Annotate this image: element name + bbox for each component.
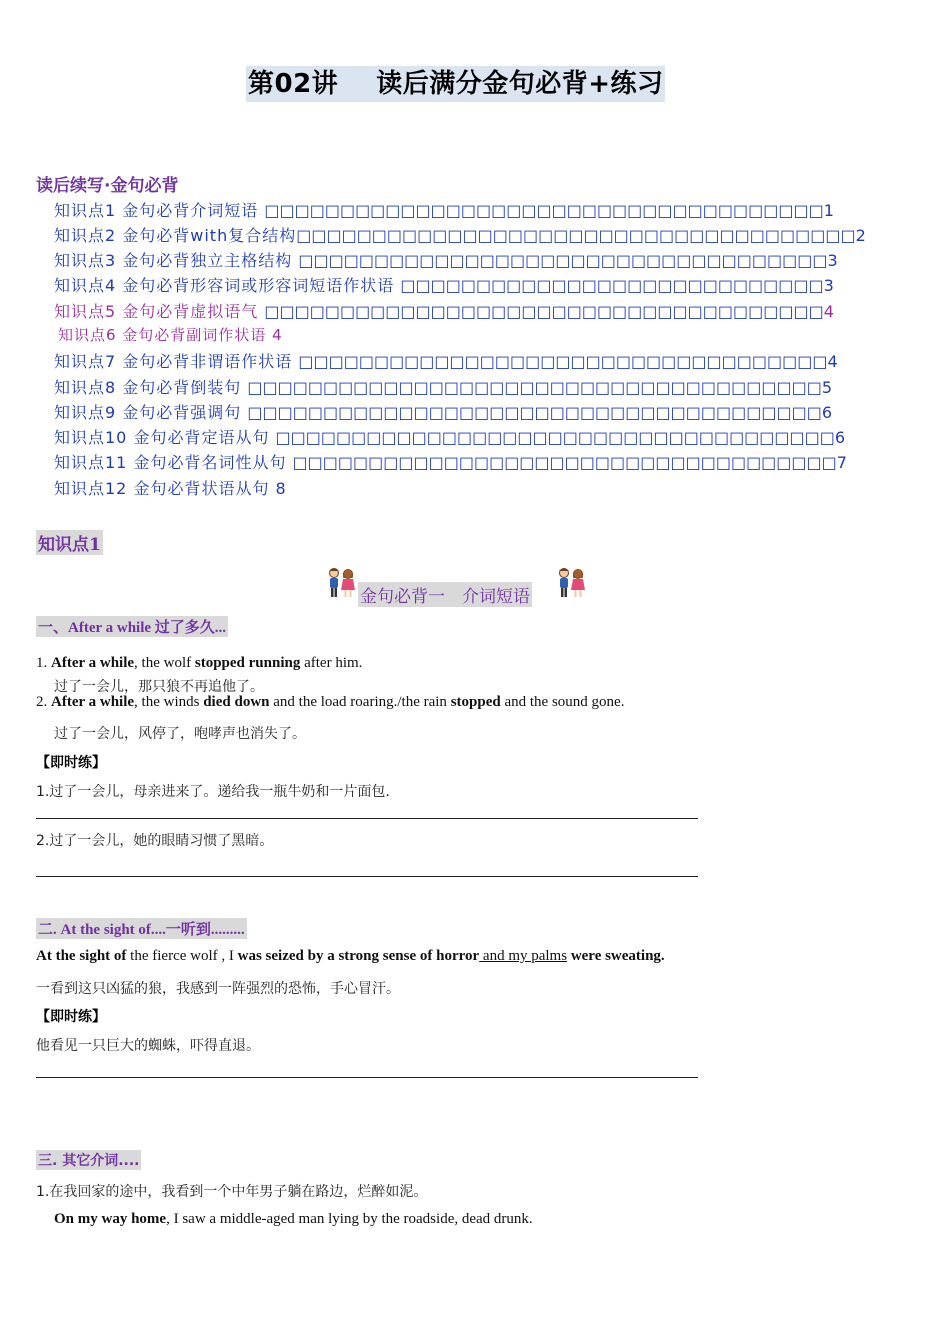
toc-item-page: 3 [827, 251, 839, 270]
toc-item-page: 6 [834, 428, 847, 447]
practice-question: 1.过了一会儿，母亲进来了。递给我一瓶牛奶和一片面包. [36, 784, 390, 800]
toc-item-page: 6 [821, 403, 833, 422]
toc-item-page: 4 [827, 352, 839, 371]
toc-item-dots: □□□□□□□□□□□□□□□□□□□□□□□□□□□□□□□□□□□ [298, 352, 828, 371]
example-sentence: At the sight of the fierce wolf , I was seized by a strong sense of horror and my palms were sweating. [36, 948, 665, 964]
toc-item-dots: □□□□□□□□□□□□□□□□□□□□□□□□□□□□□□□□□□□□ [292, 453, 837, 472]
toc-item-dots: □□□□□□□□□□□□□□□□□□□□□□□□□□□□□□□□□□□□□ [264, 201, 824, 220]
toc-item-label: 知识点6 金句必背副词作状语 [58, 326, 273, 344]
toc-item-label: 知识点2 金句必背with复合结构 [54, 226, 297, 245]
toc-item-dots: □□□□□□□□□□□□□□□□□□□□□□□□□□□□□□□□□□□□□□ [247, 403, 822, 422]
toc-item[interactable] [54, 400, 833, 423]
toc-heading: 读后续写·金句必背 [36, 176, 179, 196]
knowledge-point-label: 知识点1 [36, 530, 103, 555]
toc-item-label: 知识点12 金句必背状语从句 [54, 479, 276, 498]
toc-item[interactable] [54, 450, 848, 473]
toc-item-page: 8 [275, 479, 287, 498]
toc-item-page: 4 [272, 326, 283, 344]
toc-item-label: 知识点4 金句必背形容词或形容词短语作状语 [54, 276, 401, 295]
toc-item-dots: □□□□□□□□□□□□□□□□□□□□□□□□□□□□ [400, 276, 824, 295]
example-sentence: 2. After a while, the winds died down and the load roaring./the rain stopped and the sound gone. [36, 694, 625, 710]
toc-item-label: 知识点11 金句必背名词性从句 [54, 453, 293, 472]
toc-item-dots: □□□□□□□□□□□□□□□□□□□□□□□□□□□□□□□□□□□□□□ [247, 378, 822, 397]
title-lecture: 第02讲 [248, 69, 339, 99]
title-topic: 读后满分金句必背+练习 [376, 69, 664, 99]
page-title [246, 66, 665, 102]
toc-item-label: 知识点9 金句必背强调句 [54, 403, 248, 422]
example-translation: 过了一会儿，那只狼不再追他了。 [54, 679, 264, 695]
toc-item-dots: □□□□□□□□□□□□□□□□□□□□□□□□□□□□□□□□□□□□□ [275, 428, 835, 447]
toc-item-page: 5 [821, 378, 833, 397]
toc-item-label: 知识点10 金句必背定语从句 [54, 428, 276, 447]
toc-item-page: 2 [855, 226, 867, 245]
toc-item[interactable] [54, 375, 833, 398]
toc-item-page: 4 [823, 302, 835, 321]
toc-item-label: 知识点3 金句必背独立主格结构 [54, 251, 299, 270]
example-sentence: 1. After a while, the wolf stopped running after him. [36, 655, 363, 671]
toc-item[interactable] [54, 476, 287, 499]
example-translation: 过了一会儿，风停了，咆哮声也消失了。 [54, 726, 306, 742]
toc-item[interactable] [54, 198, 835, 221]
toc-item-dots: □□□□□□□□□□□□□□□□□□□□□□□□□□□□□□□□□□□ [298, 251, 828, 270]
toc-item[interactable] [54, 299, 835, 322]
answer-line[interactable] [36, 876, 698, 877]
students-icon [324, 566, 358, 600]
section-heading: 一、After a while 过了多久... [36, 616, 228, 637]
toc-item-page: 7 [836, 453, 848, 472]
section-heading: 三. 其它介词.... [36, 1150, 141, 1170]
example-translation: 一看到这只凶猛的狼，我感到一阵强烈的恐怖，手心冒汗。 [36, 981, 400, 997]
practice-question: 2.过了一会儿，她的眼睛习惯了黑暗。 [36, 833, 274, 849]
practice-label: 【即时练】 [36, 755, 106, 771]
practice-label: 【即时练】 [36, 1009, 106, 1025]
toc-item[interactable] [54, 273, 835, 296]
toc-item[interactable] [54, 248, 839, 271]
toc-item-label: 知识点8 金句必背倒装句 [54, 378, 248, 397]
toc-item-dots: □□□□□□□□□□□□□□□□□□□□□□□□□□□□□□□□□□□□□ [264, 302, 824, 321]
students-icon [554, 566, 588, 600]
toc-item-label: 知识点5 金句必背虚拟语气 [54, 302, 265, 321]
toc-item[interactable] [58, 324, 283, 345]
toc-item-page: 3 [823, 276, 835, 295]
practice-question: 1.在我回家的途中，我看到一个中年男子躺在路边，烂醉如泥。 [36, 1184, 428, 1200]
answer-line[interactable] [36, 1077, 698, 1078]
answer-sentence: On my way home, I saw a middle-aged man lying by the roadside, dead drunk. [54, 1211, 533, 1227]
answer-line[interactable] [36, 818, 698, 819]
toc-item[interactable] [54, 425, 846, 448]
toc-item[interactable] [54, 223, 867, 246]
toc-item-dots: □□□□□□□□□□□□□□□□□□□□□□□□□□□□□□□□□□□□□ [296, 226, 856, 245]
toc-item[interactable] [54, 349, 839, 372]
toc-item-label: 知识点7 金句必背非谓语作状语 [54, 352, 299, 371]
toc-item-page: 1 [823, 201, 835, 220]
section-banner: 金句必背一 介词短语 [358, 582, 532, 607]
practice-question: 他看见一只巨大的蜘蛛，吓得直退。 [36, 1038, 260, 1054]
toc-item-label: 知识点1 金句必背介词短语 [54, 201, 265, 220]
section-heading: 二. At the sight of....一听到......... [36, 918, 247, 939]
